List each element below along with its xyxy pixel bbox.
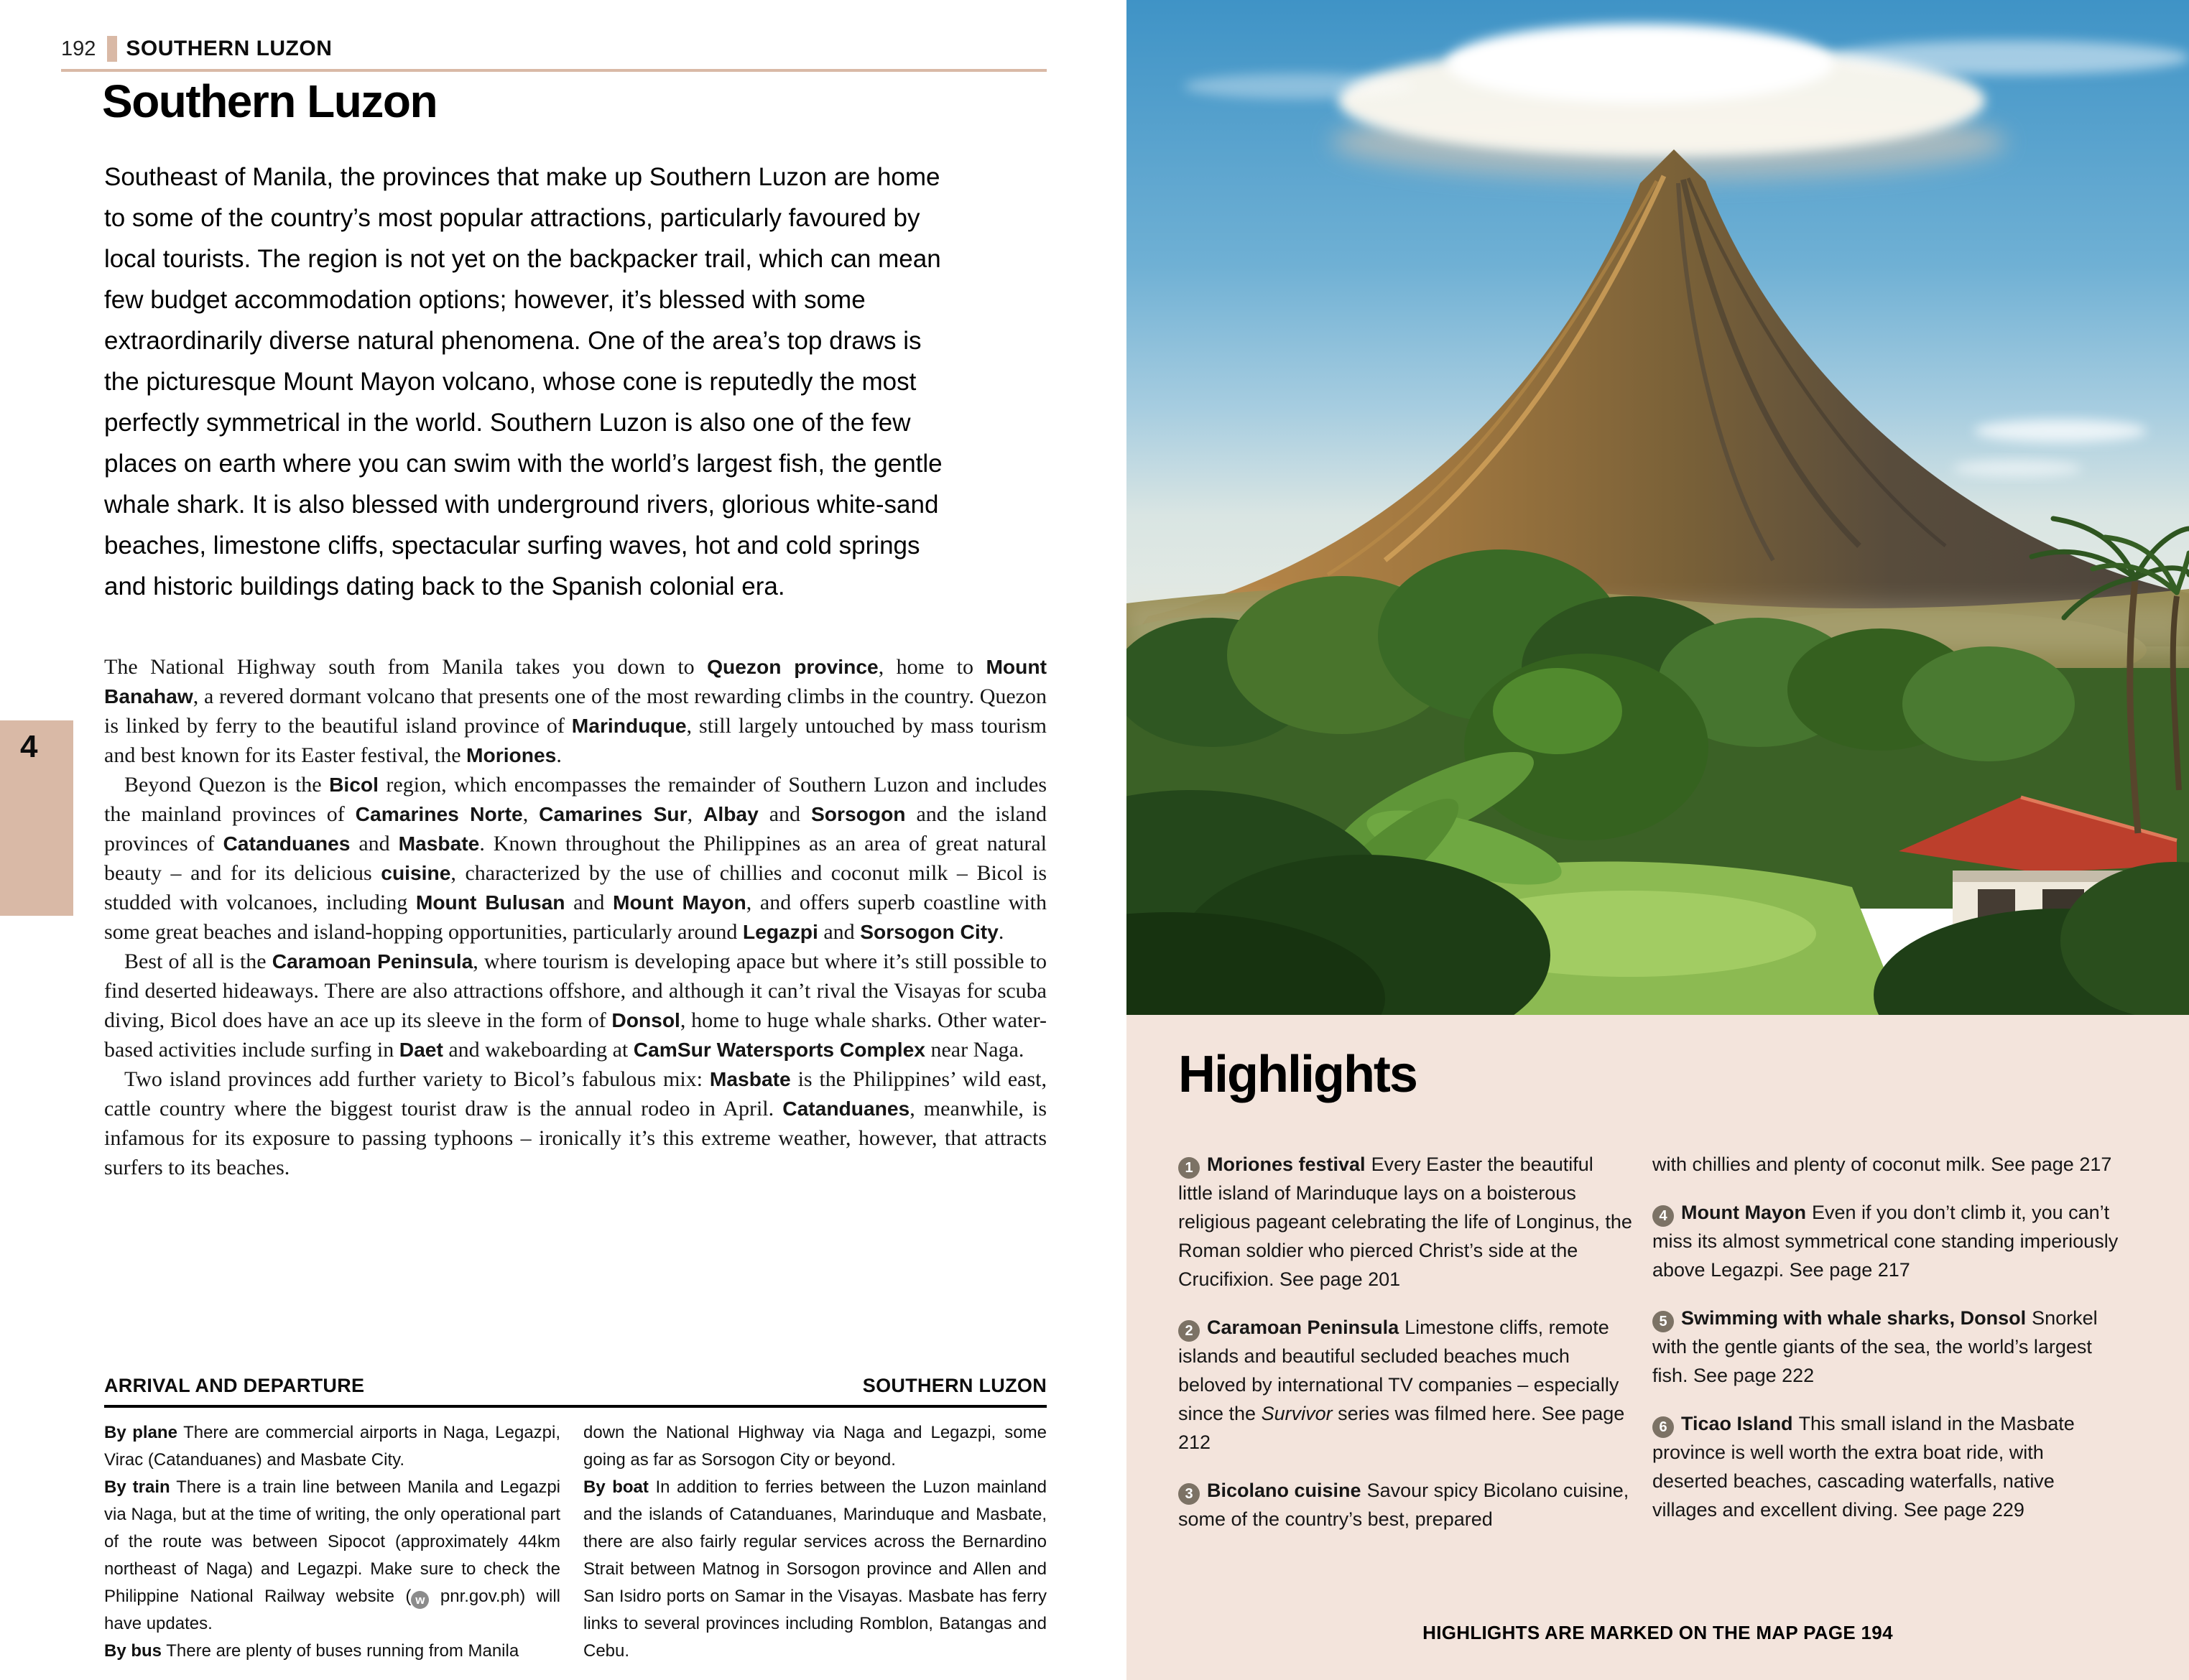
- highlight-number-badge: 2: [1178, 1320, 1200, 1342]
- highlight-item: [1652, 1198, 2123, 1284]
- highlights-panel: [1126, 1015, 2189, 1680]
- mayon-volcano-photo: [1126, 0, 2189, 1015]
- volcano-illustration: [1126, 0, 2189, 1015]
- page-header: [61, 36, 332, 62]
- highlight-item: [1652, 1409, 2123, 1524]
- highlights-column-1: [1178, 1150, 1632, 1553]
- highlight-text: Snorkel with the gentle giants of the sea, the world’s largest fish. See page 222: [1652, 1307, 2098, 1386]
- highlights-title: Highlights: [1178, 1046, 1417, 1103]
- highlight-number-badge: 4: [1652, 1205, 1674, 1227]
- highlight-text: Limestone cliffs, remote islands and beautiful secluded beaches much beloved by international TV companies – especially since the Survivor series was filmed here. See page 212: [1178, 1317, 1625, 1453]
- body-paragraph: The National Highway south from Manila takes you down to Quezon province, home to Mount Banahaw, a revered dormant volcano that presents one of the most rewarding climbs in the country. Quezon is linked by ferry to the beautiful island province of Marinduque, still largely untouched by mass tourism and best known for its Easter festival, the Moriones.: [104, 655, 1047, 767]
- arrival-heading: [104, 1375, 1047, 1397]
- running-header: SOUTHERN LUZON: [126, 37, 333, 60]
- highlight-text: This small island in the Masbate province is well worth the extra boat ride, with deserted beaches, cascading waterfalls, native villages and excellent diving. See page 229: [1652, 1413, 2075, 1521]
- highlight-number-badge: 1: [1178, 1157, 1200, 1179]
- highlight-name: Moriones festival: [1207, 1154, 1366, 1175]
- arrival-entry: By plane There are commercial airports in Naga, Legazpi, Virac (Catanduanes) and Masbate City.: [104, 1423, 561, 1470]
- highlight-item: [1178, 1476, 1632, 1533]
- arrival-entry: By boat In addition to ferries between the Luzon mainland and the islands of Catanduanes, Marinduque and Masbate, there are also fairly regular services across the Bernardino Strait between Matnog in Sorsogon province and Allen and San Isidro ports on Samar in the Visayas. Masbate has ferry links to several provinces including Romblon, Batangas and Cebu.: [583, 1477, 1047, 1661]
- highlight-name: Bicolano cuisine: [1207, 1480, 1361, 1501]
- highlight-number-badge: 3: [1178, 1483, 1200, 1505]
- arrival-entry: By bus There are plenty of buses running from Manila: [104, 1641, 519, 1661]
- intro-paragraph: Southeast of Manila, the provinces that make up Southern Luzon are home to some of the country’s most popular attractions, particularly favoured by local tourists. The region is not yet on the backpacker trail, which can mean few budget accommodation options; however, it’s blessed with some extraordinarily diverse natural phenomena. One of the area’s top draws is the picturesque Mount Mayon volcano, whose cone is reputedly the most perfectly symmetrical in the world. Southern Luzon is also one of the few places on earth where you can swim with the world’s largest fish, the gentle whale shark. It is also blessed with underground rivers, glorious white-sand beaches, limestone cliffs, spectacular surfing waves, hot and cold springs and historic buildings dating back to the Spanish colonial era.: [104, 163, 943, 600]
- highlight-name: Ticao Island: [1681, 1413, 1793, 1434]
- highlight-item: [1652, 1150, 2123, 1179]
- arrival-heading-right: SOUTHERN LUZON: [862, 1375, 1047, 1396]
- body-paragraph: Beyond Quezon is the Bicol region, which encompasses the remainder of Southern Luzon and includes the mainland provinces of Camarines Norte, Camarines Sur, Albay and Sorsogon and the island provinces of Catanduanes and Masbate. Known throughout the Philippines as an area of great natural beauty – and for its delicious cuisine, characterized by the use of chillies and coconut milk – Bicol is studded with volcanoes, including Mount Bulusan and Mount Mayon, and offers superb coastline with some great beaches and island-hopping opportunities, particularly around Legazpi and Sorsogon City.: [104, 773, 1047, 944]
- arrival-rule: [104, 1405, 1047, 1408]
- section-title: Southern Luzon: [102, 75, 438, 127]
- arrival-heading-left: ARRIVAL AND DEPARTURE: [104, 1375, 365, 1396]
- highlight-item: [1178, 1150, 1632, 1294]
- highlight-text: Savour spicy Bicolano cuisine, some of the country’s best, prepared: [1178, 1480, 1629, 1530]
- highlight-text: with chillies and plenty of coconut milk. See page 217: [1652, 1154, 2112, 1175]
- chapter-tab: [0, 720, 73, 916]
- highlight-number-badge: 6: [1652, 1416, 1674, 1438]
- highlight-name: Swimming with whale sharks, Donsol: [1681, 1307, 2027, 1329]
- arrival-column-2: [583, 1419, 1047, 1665]
- highlight-text: Every Easter the beautiful little island of Marinduque lays on a boisterous religious pageant celebrating the life of Longinus, the Roman soldier who pierced Christ’s side at the Crucifixion. See page 201: [1178, 1154, 1632, 1290]
- body-paragraph: Best of all is the Caramoan Peninsula, where tourism is developing apace but where it’s still possible to find deserted hideaways. There are also attractions offshore, and although it can’t rival the Visayas for scuba diving, Bicol does have an ace up its sleeve in the form of Donsol, home to huge whale sharks. Other water-based activities include surfing in Daet and wakeboarding at CamSur Watersports Complex near Naga.: [104, 950, 1047, 1062]
- highlight-item: [1652, 1304, 2123, 1390]
- highlight-name: Mount Mayon: [1681, 1202, 1806, 1223]
- body-text: [104, 652, 1047, 1182]
- highlight-name: Caramoan Peninsula: [1207, 1317, 1399, 1338]
- highlights-column-2: [1652, 1150, 2123, 1544]
- arrival-entry: down the National Highway via Naga and Legazpi, some going as far as Sorsogon City or beyond.: [583, 1423, 1047, 1470]
- arrival-column-1: [104, 1419, 560, 1665]
- body-paragraph: Two island provinces add further variety to Bicol’s fabulous mix: Masbate is the Philippines’ wild east, cattle country where the biggest tourist draw is the annual rodeo in April. Catanduanes, meanwhile, is infamous for its exposure to passing typhoons – ironically it’s this extreme weather, however, that attracts surfers to its beaches.: [104, 1067, 1047, 1179]
- highlight-text: Even if you don’t climb it, you can’t miss its almost symmetrical cone standing imperiously above Legazpi. See page 217: [1652, 1202, 2119, 1281]
- header-rule: [61, 69, 1047, 72]
- page-number: 192: [61, 37, 96, 60]
- highlight-number-badge: 5: [1652, 1311, 1674, 1332]
- highlights-footer: HIGHLIGHTS ARE MARKED ON THE MAP PAGE 194: [1422, 1622, 1893, 1643]
- highlight-item: [1178, 1313, 1632, 1457]
- chapter-number: 4: [20, 729, 38, 764]
- arrival-entry: By train There is a train line between Manila and Legazpi via Naga, but at the time of writing, the only operational part of the route was between Sipocot (approximately 44km northeast of Naga) and Legazpi. Make sure to check the Philippine National Railway website ( w pnr.gov.ph) will have updates.: [104, 1477, 560, 1633]
- header-accent-bar: [107, 36, 117, 62]
